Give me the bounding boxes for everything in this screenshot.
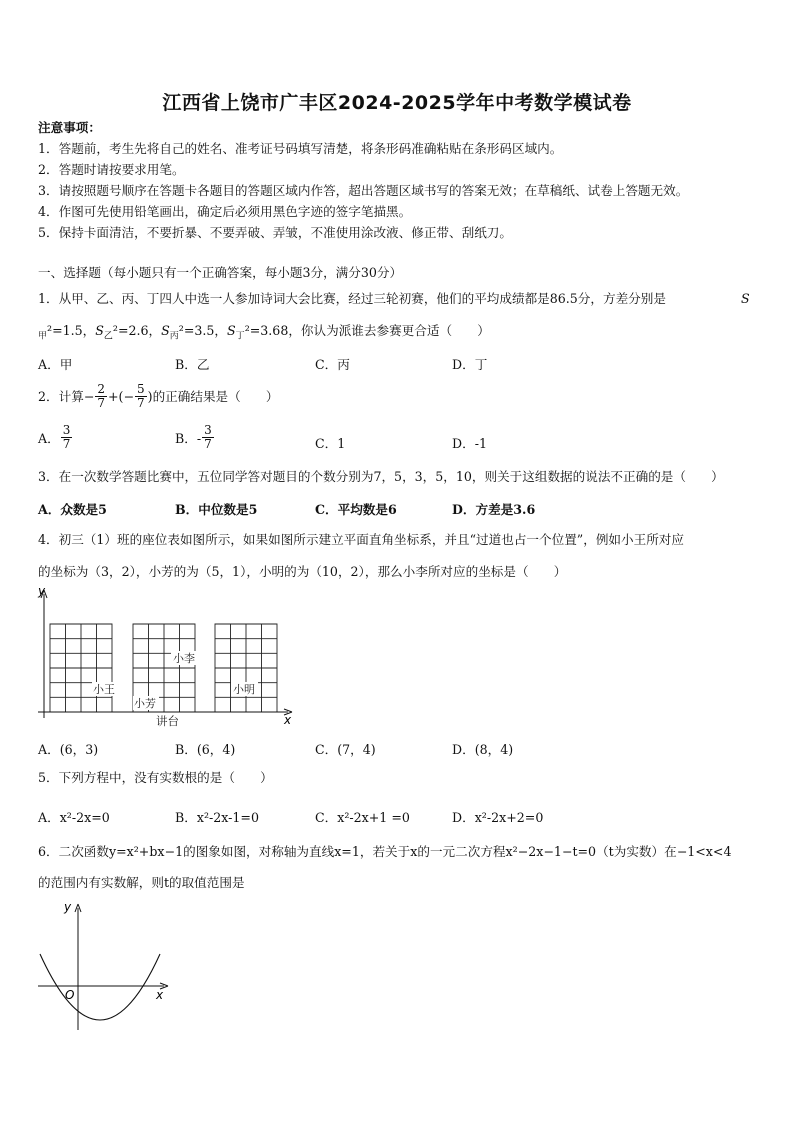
seating-grids (50, 624, 277, 712)
q2-opt-a-num: 3 (62, 423, 71, 437)
q1-var-jia: ²=1.5， (47, 323, 96, 338)
q3-option-d[interactable]: D．方差是3.6 (452, 502, 536, 517)
q1-s-bing: S (161, 323, 170, 338)
q2-suffix: )的正确结果是（ ） (147, 388, 279, 404)
q4-seating-figure (30, 584, 300, 732)
q1-var-bing: ²=3.5， (178, 323, 228, 338)
label-xiaoli: 小李 (173, 652, 195, 665)
q6-stem-line2: 的范围内有实数解，则t的取值范围是 (38, 875, 245, 890)
notice-item-2: 2．答题时请按要求用笔。 (38, 162, 185, 177)
q1-sub-bing: 丙 (169, 331, 179, 342)
q2-opt-b-num: 3 (204, 423, 212, 437)
q5-option-a[interactable]: A．x²-2x=0 (38, 810, 110, 825)
q1-s-ding: S (227, 323, 236, 338)
q3-option-c[interactable]: C．平均数是6 (315, 502, 397, 517)
q6-stem-line1: 6．二次函数y=x²+bx−1的图象如图，对称轴为直线x=1，若关于x的一元二次方程x²−2x−1−t=0（t为实数）在−1<x<4 (38, 844, 732, 859)
q1-option-a[interactable]: A．甲 (38, 357, 73, 372)
q5-option-c[interactable]: C．x²-2x+1 =0 (315, 810, 410, 825)
q4-stem-line2: 的坐标为（3，2），小芳的为（5，1），小明的为（10，2），那么小李所对应的坐标是（ ） (38, 564, 567, 579)
q2-f1-den: 7 (97, 396, 105, 410)
q5-stem: 5．下列方程中，没有实数根的是（ ） (38, 770, 273, 785)
q4-option-b[interactable]: B．(6，4) (175, 742, 236, 757)
q2-opt-b-den: 7 (204, 437, 212, 451)
q1-sub-jia: 甲 (38, 331, 48, 342)
label-xiaofang: 小芳 (134, 697, 156, 710)
q2-option-d[interactable]: D．-1 (452, 436, 487, 451)
q3-option-a[interactable]: A．众数是5 (38, 502, 107, 517)
q4-stem-line1: 4．初三（1）班的座位表如图所示，如果如图所示建立平面直角坐标系，并且“过道也占一个位置”，例如小王所对应 (38, 532, 684, 547)
q5-option-d[interactable]: D．x²-2x+2=0 (452, 810, 544, 825)
q1-option-d[interactable]: D．丁 (452, 357, 488, 372)
q1-s-jia (741, 291, 750, 307)
notice-heading: 注意事项： (38, 120, 101, 135)
q2-opt-b-fraction (202, 424, 214, 451)
q1-option-b[interactable]: B．乙 (175, 357, 210, 372)
q2-opt-a-den: 7 (62, 437, 71, 451)
q1-s-letter: S (741, 291, 750, 306)
q4-y-label: y (38, 584, 46, 598)
q2-option-a[interactable] (38, 424, 73, 451)
q3-stem: 3．在一次数学答题比赛中，五位同学答对题目的个数分别为7，5，3，5，10，则关于这组数据的说法不正确的是（ ） (38, 469, 724, 484)
grid-left (50, 624, 112, 712)
q2-opt-a-label: A． (38, 431, 60, 446)
q4-option-d[interactable]: D．(8，4) (452, 742, 514, 757)
q1-variances (38, 323, 490, 345)
q1-stem: 1．从甲、乙、丙、丁四人中选一人参加诗词大会比赛，经过三轮初赛，他们的平均成绩都是86.5分，方差分别是 (38, 291, 666, 306)
q2-opt-a-fraction (61, 424, 73, 451)
grid-right (215, 624, 277, 712)
q2-f2-num: 5 (137, 382, 145, 396)
exam-title: 江西省上饶市广丰区2024-2025学年中考数学模试卷 (162, 92, 632, 114)
notice-item-3: 3．请按照题号顺序在答题卡各题目的答题区域内作答，超出答题区域书写的答案无效；在草稿纸、试卷上答题无效。 (38, 183, 689, 198)
section-heading: 一、选择题（每小题只有一个正确答案，每小题3分，满分30分） (38, 265, 403, 280)
q3-option-b[interactable]: B．中位数是5 (175, 502, 258, 517)
q6-parabola-figure (32, 898, 182, 1038)
notice-item-5: 5．保持卡面清洁，不要折暴、不要弄破、弄皱，不准使用涂改液、修正带、刮纸刀。 (38, 225, 512, 240)
q5-option-b[interactable]: B．x²-2x-1=0 (175, 810, 259, 825)
q2-fraction-1 (95, 383, 107, 410)
q4-option-c[interactable]: C．(7，4) (315, 742, 376, 757)
label-xiaowang: 小王 (93, 683, 115, 696)
q1-var-ding: ²=3.68，你认为派谁去参赛更合适（ ） (244, 323, 490, 338)
q2-option-c[interactable]: C．1 (315, 436, 346, 451)
q6-y-label: y (64, 900, 72, 914)
q6-parabola-curve (40, 954, 160, 1020)
q6-origin-label: O (65, 988, 75, 1002)
label-podium: 讲台 (156, 714, 179, 728)
q1-option-c[interactable]: C．丙 (315, 357, 350, 372)
axes (38, 594, 288, 718)
q2-prefix: 2．计算− (38, 388, 95, 404)
notice-item-1: 1．答题前，考生先将自己的姓名、准考证号码填写清楚，将条形码准确粘贴在条形码区域内。 (38, 141, 563, 156)
q6-x-label: x (156, 988, 164, 1002)
q2-f2-den: 7 (137, 396, 145, 410)
q1-s-yi: S (95, 323, 104, 338)
notice-item-4: 4．作图可先使用铅笔画出，确定后必须用黑色字迹的签字笔描黑。 (38, 204, 412, 219)
q2-stem (38, 383, 279, 410)
q2-option-b[interactable] (175, 424, 215, 451)
q4-option-a[interactable]: A．(6，3) (38, 742, 99, 757)
q1-sub-yi: 乙 (103, 331, 113, 342)
q2-opt-b-label: B．- (175, 431, 202, 446)
q2-mid: +(− (108, 388, 135, 404)
q2-f1-num: 2 (97, 382, 105, 396)
q4-x-label: x (284, 713, 292, 727)
q1-sub-ding: 丁 (235, 331, 245, 342)
q2-fraction-2 (135, 383, 147, 410)
label-xiaoming: 小明 (233, 683, 255, 696)
q1-var-yi: ²=2.6， (112, 323, 162, 338)
